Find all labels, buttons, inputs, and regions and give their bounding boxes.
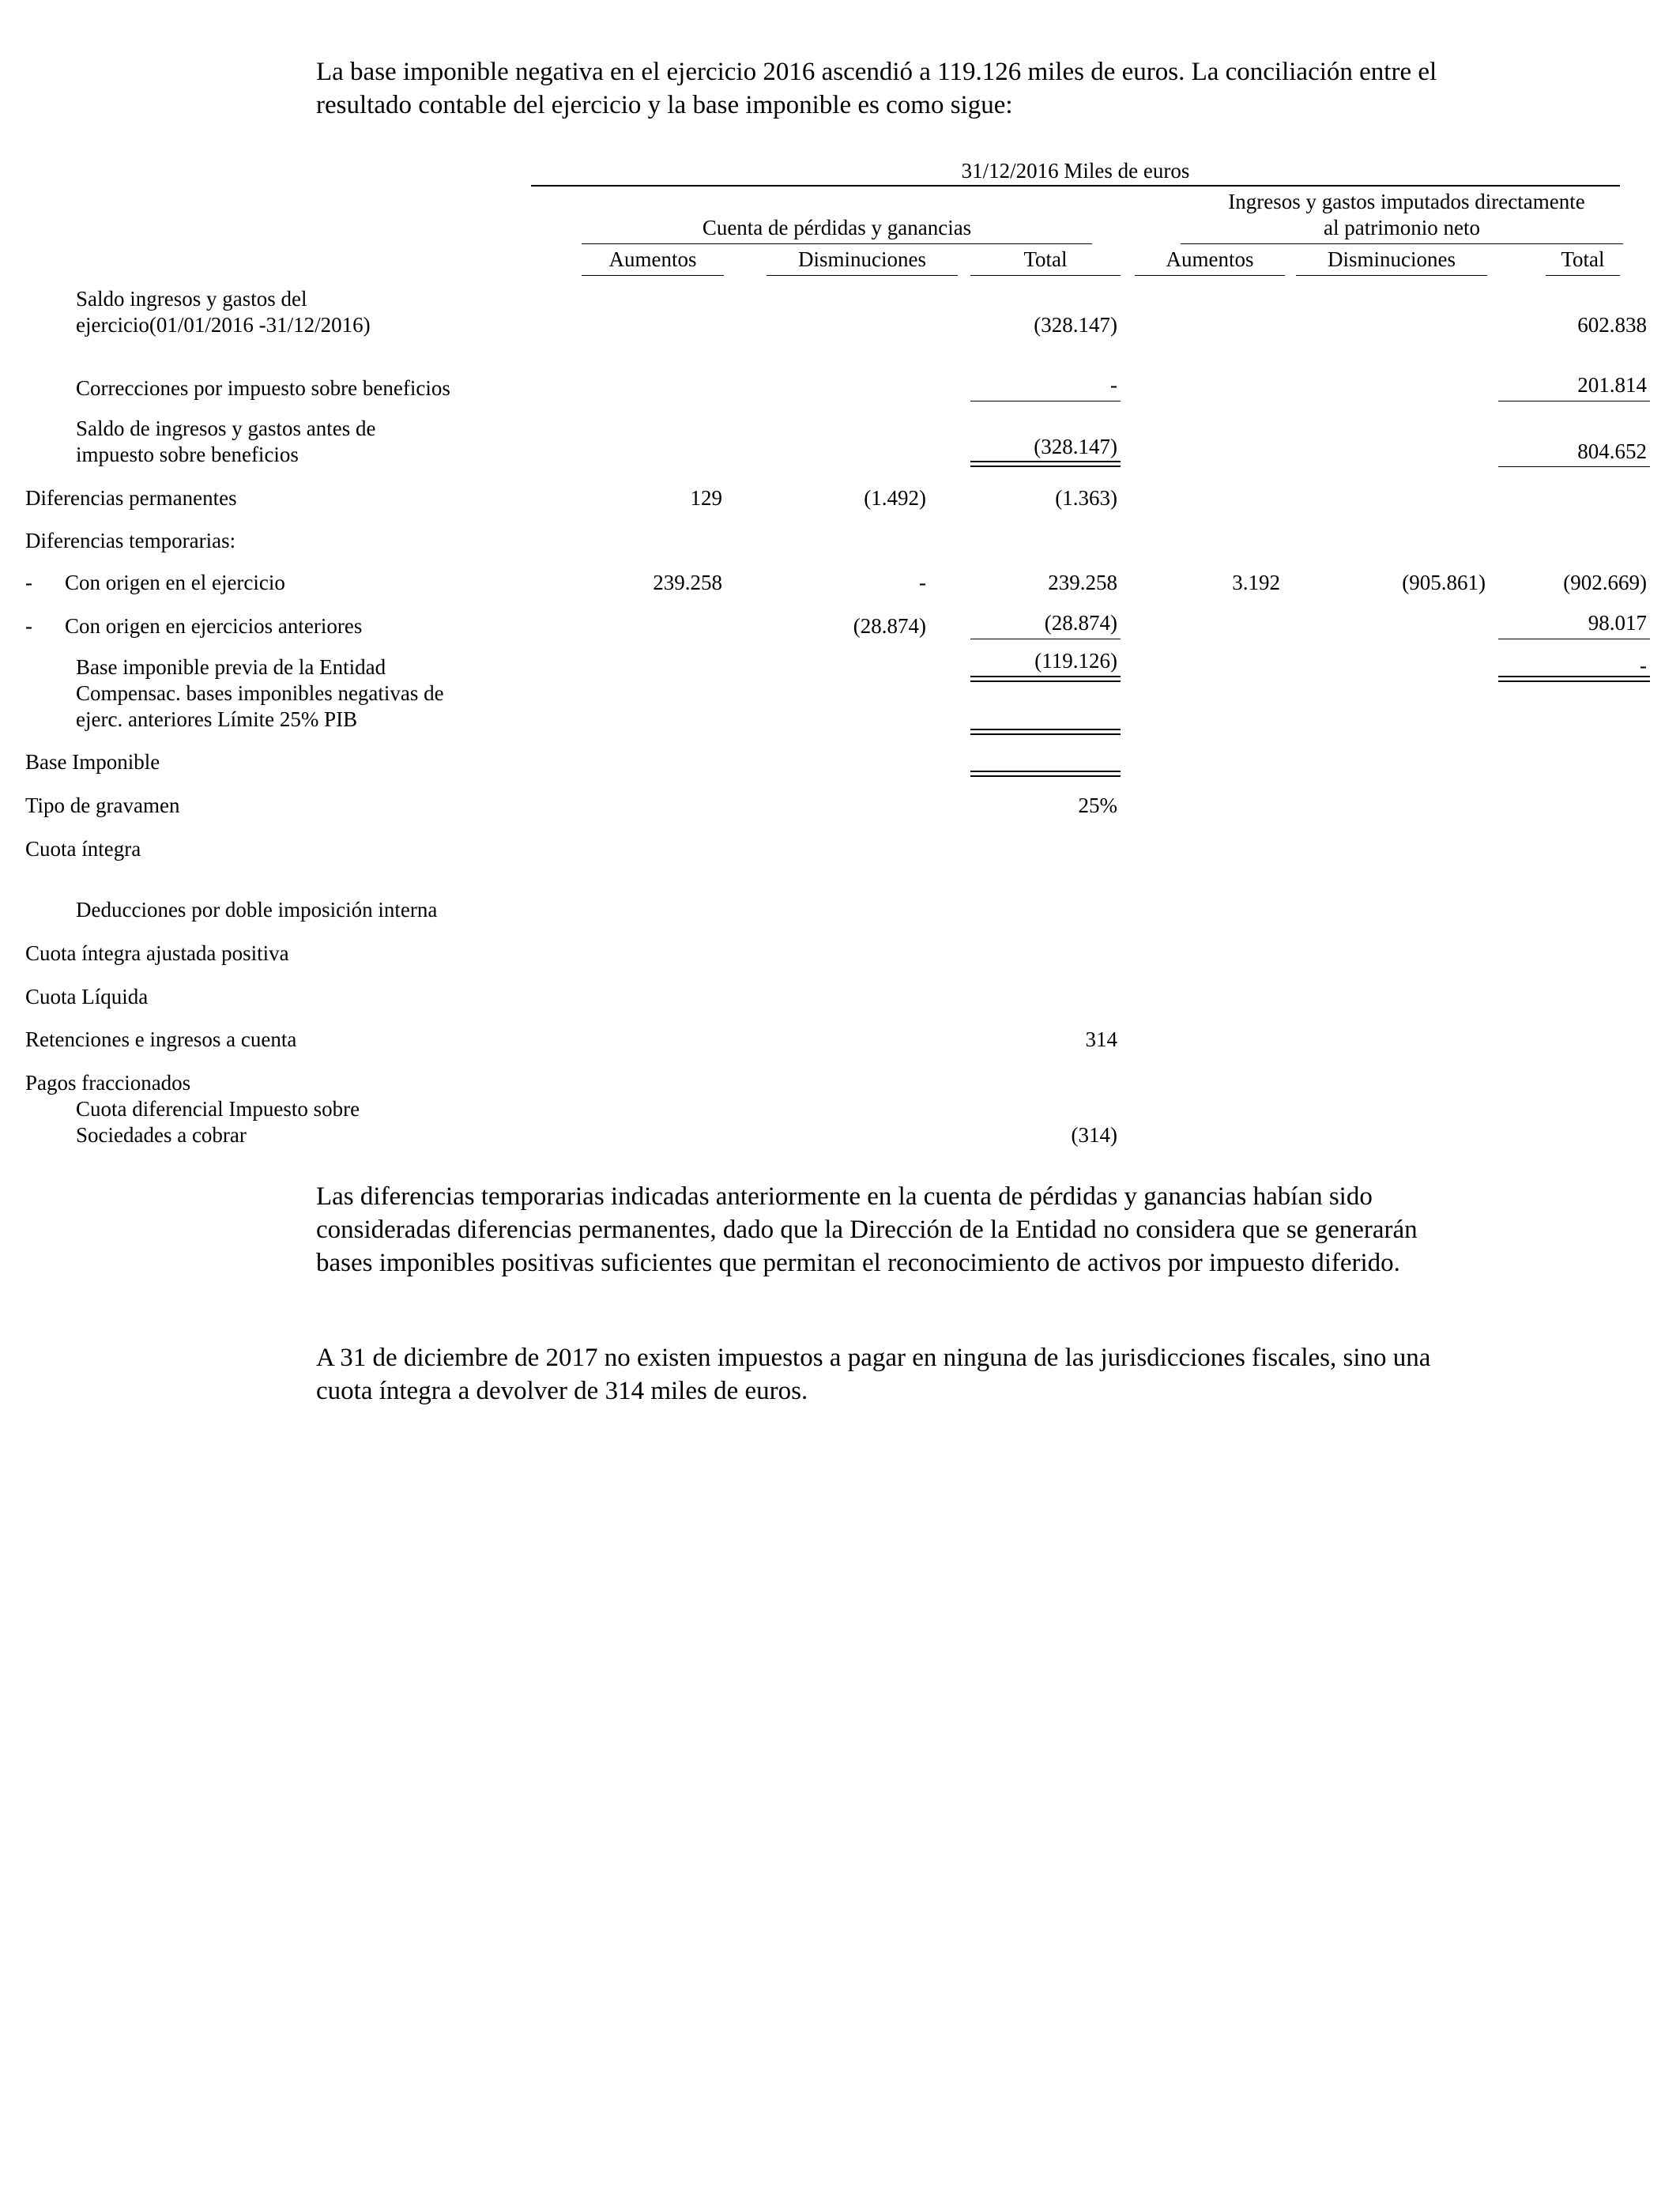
row-label: Saldo de ingresos y gastos antes de — [76, 417, 376, 440]
row-label: Pagos fraccionados — [25, 1071, 191, 1095]
row-label: Saldo ingresos y gastos del — [76, 287, 307, 311]
cell-pyg-total: (28.874) — [1044, 611, 1117, 635]
row-label: Sociedades a cobrar — [76, 1123, 247, 1147]
cell-pyg-aumentos: 239.258 — [653, 571, 722, 594]
cell-pyg-total: (314) — [1071, 1123, 1117, 1147]
group-rule-pyg — [582, 243, 1092, 244]
cell-pyg-disminuciones: (1.492) — [864, 486, 926, 510]
row-dash: - — [25, 571, 32, 594]
table-period-header: 31/12/2016 Miles de euros — [961, 159, 1190, 183]
double-rule — [970, 771, 1121, 777]
col-header-pn-aumentos: Aumentos — [1166, 247, 1254, 271]
col-header-pyg-disminuciones: Disminuciones — [798, 247, 926, 271]
cell-pn-total: - — [1640, 654, 1647, 677]
header-rule — [531, 185, 1620, 187]
col-header-pyg-total: Total — [1023, 247, 1068, 271]
double-rule — [970, 461, 1121, 467]
row-label: Base Imponible — [25, 750, 160, 774]
double-rule — [970, 676, 1121, 682]
intro-paragraph: La base imponible negativa en el ejercicio 2016 ascendió a 119.126 miles de euros. La conciliación entre el resultado contable del ejercicio y la base imponible es como sigue: — [316, 58, 1437, 119]
cell-pyg-total: (1.363) — [1055, 486, 1117, 510]
cell-pn-total: 602.838 — [1577, 313, 1647, 337]
paragraph-tax-refund: A 31 de diciembre de 2017 no existen impuestos a pagar en ninguna de las jurisdicciones fiscales, sino una cuota íntegra a devolver de 314 miles de euros. — [316, 1344, 1431, 1405]
row-label: Deducciones por doble imposición interna — [76, 898, 438, 922]
row-label: impuesto sobre beneficios — [76, 443, 299, 466]
cell-pn-total: (902.669) — [1563, 571, 1647, 594]
cell-pyg-total: 239.258 — [1048, 571, 1117, 594]
col-rule — [970, 275, 1121, 276]
double-rule — [970, 729, 1121, 735]
group-header-pn-line1: Ingresos y gastos imputados directamente — [1228, 190, 1585, 213]
cell-pyg-total: - — [1110, 373, 1117, 397]
double-rule — [1498, 676, 1650, 682]
row-label: Correcciones por impuesto sobre beneficios — [76, 376, 450, 400]
row-label: Compensac. bases imponibles negativas de — [76, 681, 444, 705]
row-label: Diferencias temporarias: — [25, 529, 236, 552]
cell-pyg-total: 314 — [1085, 1027, 1117, 1051]
cell-pyg-aumentos: 129 — [690, 486, 722, 510]
subtotal-rule — [1498, 466, 1650, 467]
col-rule — [582, 275, 724, 276]
col-rule — [767, 275, 958, 276]
cell-pyg-disminuciones: (28.874) — [853, 614, 926, 638]
cell-pn-total: 98.017 — [1588, 611, 1647, 635]
row-label: ejerc. anteriores Límite 25% PIB — [76, 707, 358, 731]
cell-pyg-total: (328.147) — [1034, 435, 1117, 458]
row-label: Retenciones e ingresos a cuenta — [25, 1027, 297, 1051]
col-rule — [1296, 275, 1487, 276]
cell-pyg-disminuciones: - — [919, 571, 926, 594]
cell-pn-total: 804.652 — [1577, 439, 1647, 463]
cell-pyg-total: 25% — [1078, 794, 1117, 817]
row-dash: - — [25, 614, 32, 638]
paragraph-temporary-differences: Las diferencias temporarias indicadas anteriormente en la cuenta de pérdidas y ganancias habían sido consideradas diferencias permanentes, dado que la Dirección de la Entidad no considera que se generarán bases imponibles positivas suficientes que permitan el reconocimiento de activos por impuesto diferido. — [316, 1182, 1418, 1277]
cell-pn-total: 201.814 — [1577, 373, 1647, 397]
group-header-pyg: Cuenta de pérdidas y ganancias — [702, 216, 972, 239]
row-label: Diferencias permanentes — [25, 486, 237, 510]
col-rule — [1135, 275, 1285, 276]
cell-pn-aumentos: 3.192 — [1232, 571, 1280, 594]
cell-pyg-total: (119.126) — [1034, 649, 1117, 673]
row-label: Cuota Líquida — [25, 985, 149, 1008]
row-label: Con origen en ejercicios anteriores — [65, 614, 363, 638]
col-rule — [1546, 275, 1620, 276]
cell-pn-disminuciones: (905.861) — [1402, 571, 1486, 594]
cell-pyg-total: (328.147) — [1034, 313, 1117, 337]
row-label: ejercicio(01/01/2016 -31/12/2016) — [76, 313, 371, 337]
row-label: Cuota diferencial Impuesto sobre — [76, 1097, 360, 1121]
row-label: Cuota íntegra — [25, 837, 141, 861]
col-header-pyg-aumentos: Aumentos — [608, 247, 697, 271]
col-header-pn-disminuciones: Disminuciones — [1328, 247, 1456, 271]
group-rule-pn — [1181, 243, 1623, 244]
row-label: Con origen en el ejercicio — [65, 571, 285, 594]
row-label: Cuota íntegra ajustada positiva — [25, 941, 289, 965]
row-label: Tipo de gravamen — [25, 794, 180, 817]
row-label: Base imponible previa de la Entidad — [76, 655, 386, 679]
col-header-pn-total: Total — [1561, 247, 1605, 271]
group-header-pn-line2: al patrimonio neto — [1324, 216, 1480, 239]
